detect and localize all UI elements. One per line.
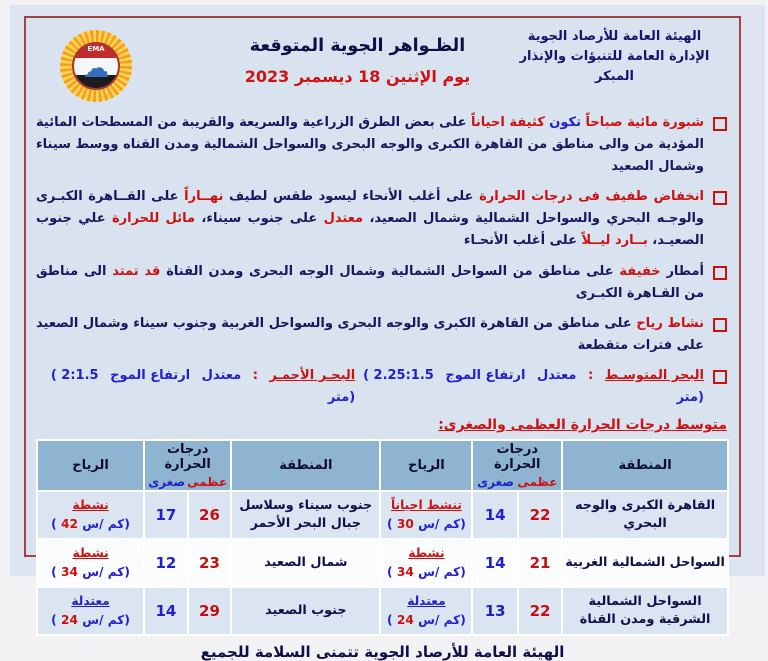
speed-prefix: (: [387, 613, 397, 628]
speed-value: 34: [61, 565, 78, 580]
bullet-square-icon: [713, 117, 727, 131]
wind-cell: [380, 491, 472, 539]
text-segment: على جنوب سيناء،: [195, 211, 318, 227]
text-segment: بــارد ليــلاً: [576, 233, 648, 249]
wave-height-label: ارتفاع الموج: [110, 367, 191, 383]
wind-cell: [37, 539, 144, 587]
col-wind-left: الرياح: [37, 440, 144, 491]
bullet-sea-state: [36, 365, 727, 409]
mediterranean-sea-state: [355, 365, 704, 409]
temps-label: درجات الحرارة: [164, 442, 211, 473]
bulletin-card: [24, 16, 741, 661]
separator: :: [587, 367, 594, 383]
wind-desc: نشطة: [72, 546, 109, 561]
sea-state-line: [36, 365, 704, 409]
region-name: السواحل الشمالية الشرقية ومدن القناة: [562, 587, 728, 635]
speed-prefix: (: [51, 613, 61, 628]
wind-desc: تنشط احياناً: [390, 498, 462, 513]
speed-unit: كم /س): [77, 565, 130, 580]
col-wind-right: الرياح: [380, 440, 472, 491]
wave-height-value: ( 2.25:1.5 متر): [363, 367, 704, 406]
text-segment: شبورة مائية صباحاً: [581, 115, 705, 130]
sea-name: البحر المتوسـط: [604, 367, 704, 383]
wind-desc: نشطة: [408, 546, 445, 561]
text-segment: انخفاض طفيف فى درجات الحرارة: [473, 189, 705, 205]
min-label: صغرى: [477, 475, 514, 490]
text-segment: على مناطق من القاهرة الكبرى والوجه البحرى والسواحل الغربية وجنوب سيناء وشمال الصعيد على فترات متقطعة: [36, 315, 704, 353]
text-segment: علي جنوب الصعيـد،: [36, 211, 704, 249]
footer-message: الهيئة العامة للأرصاد الجوية تتمنى السلامة للجميع: [200, 643, 565, 661]
text-segment: كثيفة احياناً: [466, 115, 545, 130]
max-temp: 23: [188, 539, 232, 587]
bullet-rain-text: [36, 261, 704, 305]
col-region-left: المنطقة: [231, 440, 380, 491]
max-temp: 29: [188, 587, 232, 635]
table-header-row: [37, 440, 728, 491]
text-segment: مائل للحرارة: [105, 211, 196, 227]
page-title: الظـواهر الجوية المتوقعة: [249, 36, 466, 56]
separator: :: [252, 367, 258, 383]
table-row: [37, 491, 728, 539]
min-label: صغرى: [148, 475, 186, 490]
bullet-rain: [36, 261, 727, 305]
min-temp: 13: [472, 587, 518, 635]
text-segment: على أغلب الأنحـاء: [463, 233, 577, 249]
max-temp: 22: [518, 587, 562, 635]
bullet-square-icon: [713, 318, 727, 332]
wind-desc: معتدلة: [71, 594, 110, 609]
ema-logo-text: EMA: [87, 45, 105, 53]
min-temp: 14: [472, 539, 518, 587]
text-segment: على مناطق من السواحل الشمالية وشمال الوجه البحرى ومدن القناة: [160, 263, 614, 279]
speed-value: 24: [61, 613, 78, 628]
region-name: جنوب الصعيد: [231, 587, 380, 635]
col-region-right: المنطقة: [562, 440, 728, 491]
wind-desc: معتدلة: [407, 594, 446, 609]
text-segment: تكون: [544, 115, 581, 130]
forecast-bullets: [36, 112, 729, 409]
region-name: السواحل الشمالية الغربية: [562, 539, 728, 587]
min-temp: 14: [472, 491, 518, 539]
speed-value: 42: [61, 517, 78, 532]
col-temps-left: [144, 440, 231, 491]
speed-unit: كم /س): [413, 517, 466, 532]
text-segment: نشاط رياح: [631, 315, 704, 331]
wind-cell: [380, 587, 472, 635]
text-segment: الى مناطق من القـاهرة الكبـرى: [36, 263, 704, 301]
wind-speed: [40, 611, 141, 630]
wind-speed: [40, 515, 141, 534]
bullet-wind: [36, 313, 727, 357]
text-segment: قد تمتد: [106, 263, 161, 279]
min-temp: 12: [144, 539, 188, 587]
max-temp: 21: [518, 539, 562, 587]
bullet-fog-text: [36, 112, 704, 178]
organization-block: [502, 27, 727, 87]
speed-prefix: (: [51, 565, 61, 580]
max-label: عظمى: [517, 475, 558, 490]
bullet-square-icon: [713, 370, 727, 384]
wind-desc: نشطة: [72, 498, 109, 513]
wave-height-value: ( 2:1.5 متر): [50, 367, 356, 406]
bullet-wind-text: [36, 313, 704, 357]
speed-prefix: (: [387, 517, 397, 532]
bullet-square-icon: [713, 266, 727, 280]
min-temp: 14: [144, 587, 188, 635]
max-label: عظمى: [187, 475, 228, 490]
wind-speed: [383, 611, 469, 630]
speed-unit: كم /س): [413, 565, 466, 580]
speed-value: 30: [396, 517, 414, 532]
header: [36, 24, 729, 108]
wind-speed: [383, 563, 469, 582]
organization-name: الهيئة العامة للأرصاد الجوية: [527, 29, 702, 44]
wave-height-label: ارتفاع الموج: [445, 367, 526, 383]
sea-condition: معتدل: [536, 367, 577, 383]
max-temp: 26: [188, 491, 232, 539]
wind-speed: [383, 515, 469, 534]
bullet-temperature: [36, 186, 727, 252]
region-name: شمال الصعيد: [231, 539, 380, 587]
speed-value: 34: [396, 565, 414, 580]
region-name: جنوب سيناء وسلاسل جبال البحر الأحمر: [231, 491, 380, 539]
wind-cell: [37, 587, 144, 635]
cloud-icon: ☁: [82, 53, 110, 84]
ema-logo-core: [72, 42, 120, 90]
temperature-table: [36, 439, 729, 636]
speed-prefix: (: [387, 565, 397, 580]
temperature-table-heading: متوسط درجات الحرارة العظمى والصغرى:: [438, 417, 727, 434]
text-segment: معتدل: [317, 211, 364, 227]
col-temps-right: [472, 440, 562, 491]
speed-unit: كم /س): [77, 517, 130, 532]
region-name: القاهرة الكبرى والوجه البحري: [562, 491, 728, 539]
speed-unit: كم /س): [413, 613, 466, 628]
sea-condition: معتدل: [201, 367, 242, 383]
min-temp: 17: [144, 491, 188, 539]
table-row: [37, 587, 728, 635]
text-segment: على بعض الطرق الزراعية والسريعة والقريبة من المسطحات المائية المؤدية من والى مناطق من القاهرة الكبرى والوجه البحرى والسواحل الشمالية ومدن القناه ووسط سيناء وشمال الصعيد: [36, 115, 704, 175]
bullet-fog: [36, 112, 727, 178]
text-segment: على أغلب الأنحاء ليسود طقس لطيف: [223, 189, 474, 205]
forecast-date: يوم الإثنين 18 ديسمبر 2023: [244, 67, 471, 86]
title-block: [216, 36, 499, 86]
speed-prefix: (: [51, 517, 61, 532]
red-sea-state: [40, 365, 355, 409]
table-row: [37, 539, 728, 587]
bullet-temperature-text: [36, 186, 704, 252]
text-segment: على القــاهرة الكبـرى والوجـه البحري والسواحل الشمالية وشمال الصعيد،: [36, 189, 705, 227]
speed-unit: كم /س): [77, 613, 130, 628]
temps-label: درجات الحرارة: [494, 442, 541, 473]
speed-value: 24: [396, 613, 414, 628]
text-segment: أمطار: [660, 263, 704, 279]
wind-speed: [40, 563, 141, 582]
wind-cell: [380, 539, 472, 587]
text-segment: خفيفة: [613, 263, 661, 279]
organization-department: الإدارة العامة للتنبؤات والإنذار المبكر: [519, 49, 710, 85]
text-segment: نهــاراً: [178, 189, 224, 205]
ema-logo: [60, 30, 132, 102]
bullet-square-icon: [713, 191, 727, 205]
wind-cell: [37, 491, 144, 539]
sea-name: البحـر الأحمـر: [269, 367, 356, 383]
max-temp: 22: [518, 491, 562, 539]
